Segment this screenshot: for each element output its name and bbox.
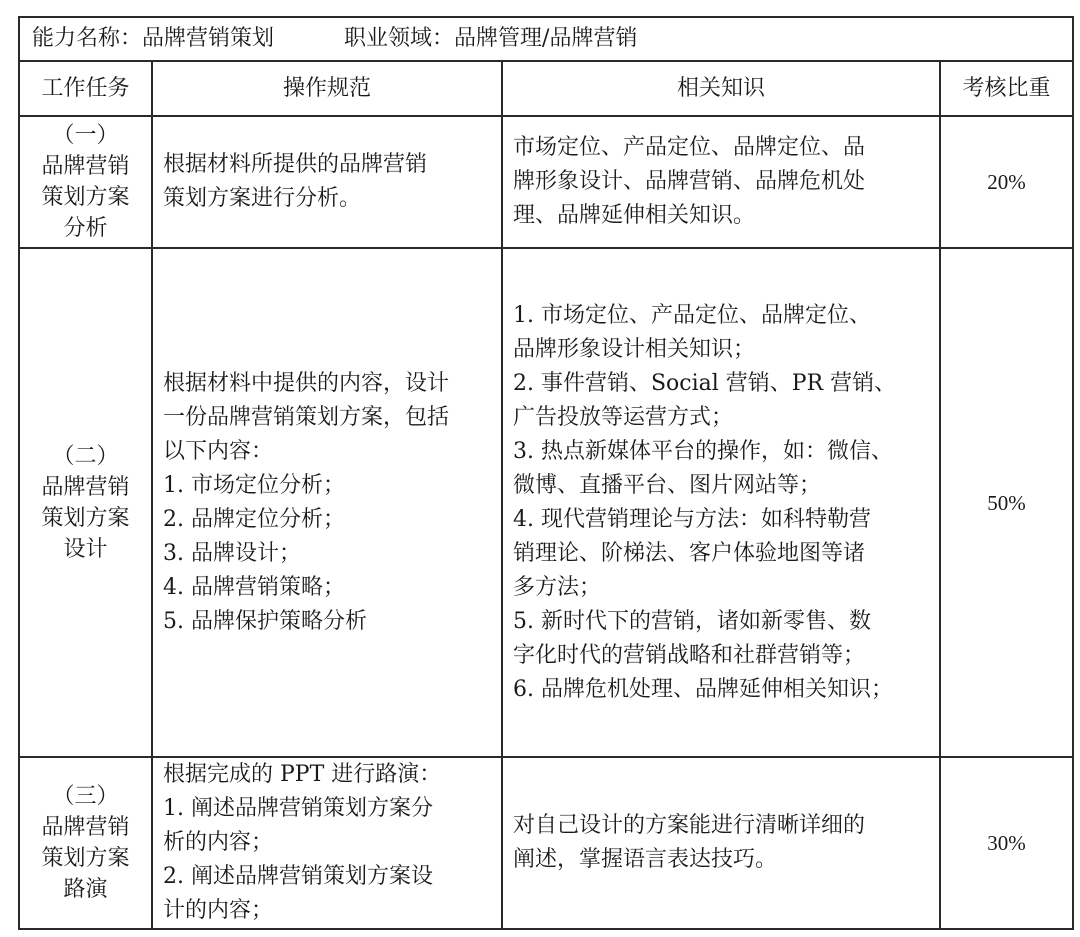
spec-line: 以下内容：	[163, 438, 274, 464]
knowledge-line: 字化时代的营销战略和社群营销等；	[513, 642, 866, 668]
knowledge-line: 销理论、阶梯法、客户体验地图等诸	[513, 540, 866, 566]
ability-name-label: 能力名称：	[32, 26, 143, 51]
knowledge-line: 3. 热点新媒体平台的操作，如：微信、	[513, 438, 893, 464]
spec-line: 根据材料中提供的内容，设计	[163, 370, 450, 396]
knowledge-line: 阐述，掌握语言表达技巧。	[513, 847, 778, 872]
header-spec: 操作规范	[152, 61, 502, 116]
ability-name: 品牌营销策划	[142, 26, 275, 51]
table-row	[19, 116, 1073, 248]
field-label: 职业领域：	[344, 26, 455, 51]
spec-line: 3. 品牌设计；	[163, 540, 301, 566]
knowledge-line: 1. 市场定位、产品定位、品牌定位、	[513, 302, 871, 328]
task-line: 路演	[63, 877, 108, 902]
knowledge-line: 5. 新时代下的营销，诸如新零售、数	[513, 608, 871, 634]
knowledge-cell	[502, 248, 940, 757]
table-row	[19, 248, 1073, 757]
knowledge-line: 品牌形象设计相关知识；	[513, 336, 756, 362]
task-line: （二）	[52, 443, 119, 469]
knowledge-line: 广告投放等运营方式；	[513, 404, 734, 430]
spec-line: 1. 阐述品牌营销策划方案分	[163, 796, 433, 821]
task-line: 品牌营销	[41, 154, 130, 179]
task-line: 品牌营销	[41, 474, 130, 500]
knowledge-line: 对自己设计的方案能进行清晰详细的	[513, 813, 866, 838]
header-weight: 考核比重	[940, 61, 1073, 116]
header-knowledge: 相关知识	[502, 61, 940, 116]
title-row	[19, 17, 1073, 61]
task-line: 策划方案	[41, 505, 130, 531]
task-cell	[19, 757, 152, 929]
spec-line: 析的内容；	[163, 830, 274, 855]
spec-cell	[152, 757, 502, 929]
title-cell	[19, 17, 1073, 61]
task-line: 设计	[63, 536, 108, 562]
header-row	[19, 61, 1073, 116]
spec-cell	[152, 116, 502, 248]
knowledge-cell	[502, 116, 940, 248]
knowledge-line: 2. 事件营销、Social 营销、PR 营销、	[513, 370, 897, 396]
spec-line: 计的内容；	[163, 898, 274, 923]
task-line: （三）	[52, 784, 119, 809]
task-line: 品牌营销	[41, 815, 130, 840]
spec-line: 一份品牌营销策划方案，包括	[163, 404, 450, 430]
spec-line: 4. 品牌营销策略；	[163, 574, 345, 600]
ability-table	[18, 16, 1074, 930]
weight-cell: 30%	[940, 757, 1073, 929]
knowledge-line: 市场定位、产品定位、品牌定位、品	[513, 135, 866, 160]
spec-line: 2. 品牌定位分析；	[163, 506, 345, 532]
task-line: （一）	[52, 123, 119, 148]
header-task: 工作任务	[19, 61, 152, 116]
spec-line: 根据完成的 PPT 进行路演：	[163, 762, 442, 787]
knowledge-line: 6. 品牌危机处理、品牌延伸相关知识；	[513, 676, 893, 702]
task-cell	[19, 116, 152, 248]
spec-line: 根据材料所提供的品牌营销	[163, 152, 428, 177]
task-cell	[19, 248, 152, 757]
knowledge-cell	[502, 757, 940, 929]
weight-cell: 20%	[940, 116, 1073, 248]
knowledge-line: 微博、直播平台、图片网站等；	[513, 472, 822, 498]
spec-line: 策划方案进行分析。	[163, 186, 362, 211]
spec-line: 2. 阐述品牌营销策划方案设	[163, 864, 433, 889]
spec-cell	[152, 248, 502, 757]
task-line: 分析	[63, 216, 108, 241]
weight-cell: 50%	[940, 248, 1073, 757]
spec-line: 1. 市场定位分析；	[163, 472, 345, 498]
knowledge-line: 牌形象设计、品牌营销、品牌危机处	[513, 169, 866, 194]
knowledge-line: 4. 现代营销理论与方法：如科特勒营	[513, 506, 871, 532]
spec-line: 5. 品牌保护策略分析	[163, 608, 367, 634]
field-value: 品牌管理/品牌营销	[454, 26, 638, 51]
knowledge-line: 多方法；	[513, 574, 602, 600]
task-line: 策划方案	[41, 185, 130, 210]
knowledge-line: 理、品牌延伸相关知识。	[513, 203, 756, 228]
task-line: 策划方案	[41, 846, 130, 871]
table-row	[19, 757, 1073, 929]
